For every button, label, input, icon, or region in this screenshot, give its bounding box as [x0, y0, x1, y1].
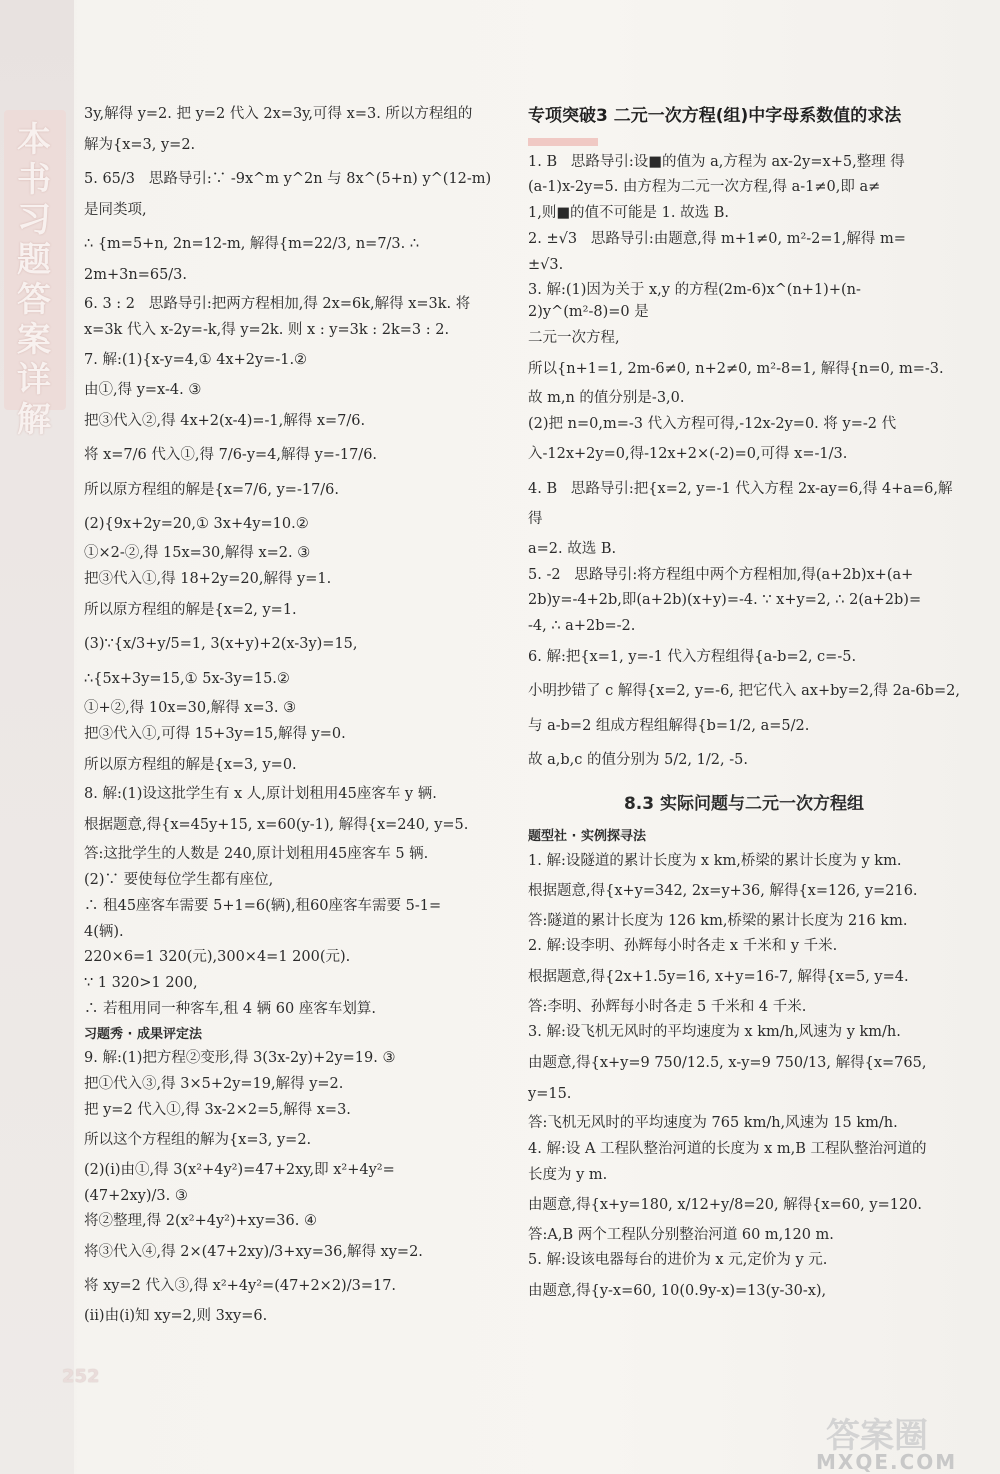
side-title: 本书习题答案详解: [17, 120, 51, 440]
left-line: 答:这批学生的人数是 240,原计划租用45座客车 5 辆.: [84, 846, 429, 863]
right-line: 4. 解:设 A 工程队整治河道的长度为 x m,B 工程队整治河道的: [528, 1140, 927, 1157]
right-line: 1. 解:设隧道的累计长度为 x km,桥梁的累计长度为 y km.: [528, 852, 902, 869]
right-line: 与 a-b=2 组成方程组解得{b=1/2, a=5/2.: [528, 717, 810, 734]
right-line: 5. 解:设该电器每台的进价为 x 元,定价为 y 元.: [528, 1252, 828, 1269]
right-line: 3. 解:设飞机无风时的平均速度为 x km/h,风速为 y km/h.: [528, 1024, 901, 1041]
right-line: 4. B 思路导引:把{x=2, y=-1 代入方程 2x-ay=6,得 4+a=6,解得: [528, 480, 953, 528]
left-line: 把③代入①,得 18+2y=20,解得 y=1.: [84, 571, 332, 588]
right-line: 2. 解:设李明、孙辉每小时各走 x 千米和 y 千米.: [528, 938, 838, 955]
right-line: 2. ±√3 思路导引:由题意,得 m+1≠0, m²-2=1,解得 m=: [528, 230, 906, 247]
left-line: 所以原方程组的解是{x=2, y=1.: [84, 601, 297, 618]
left-line: ∴{5x+3y=15,① 5x-3y=15.②: [84, 670, 290, 687]
left-line: 所以原方程组的解是{x=7/6, y=-17/6.: [84, 481, 340, 498]
left-line: 由①,得 y=x-4. ③: [84, 381, 202, 398]
left-line: ∴ {m=5+n, 2n=12-m, 解得{m=22/3, n=7/3. ∴ 2m+3n=65/3.: [84, 236, 424, 283]
right-line: 1. B 思路导引:设■的值为 a,方程为 ax-2y=x+5,整理 得: [528, 153, 905, 170]
left-line: (2){9x+2y=20,① 3x+4y=10.②: [84, 515, 309, 532]
right-line: 故 m,n 的值分别是-3,0.: [528, 389, 685, 406]
right-line: a=2. 故选 B.: [528, 540, 617, 557]
right-line: -4, ∴ a+2b=-2.: [528, 618, 636, 634]
left-line: 5. 65/3 思路导引:∵ -9x^m y^2n 与 8x^(5+n) y^(12-m) 是同类项,: [84, 171, 496, 218]
left-line: ①+②,得 10x=30,解得 x=3. ③: [84, 700, 297, 717]
right-line: 二元一次方程,: [528, 329, 620, 346]
left-line: ①×2-②,得 15x=30,解得 x=2. ③: [84, 545, 311, 562]
left-line: 9. 解:(1)把方程②变形,得 3(3x-2y)+2y=19. ③: [84, 1050, 396, 1067]
right-line: (2)把 n=0,m=-3 代入方程可得,-12x-2y=0. 将 y=-2 代: [528, 415, 897, 432]
right-line: 由题意,得{x+y=9 750/12.5, x-y=9 750/13, 解得{x=765, y=15.: [528, 1055, 932, 1102]
left-line: (3)∵{x/3+y/5=1, 3(x+y)+2(x-3y)=15,: [84, 636, 358, 653]
left-line: 将②整理,得 2(x²+4y²)+xy=36. ④: [84, 1213, 317, 1230]
subsection-header: 题型社 · 实例探寻法: [528, 829, 646, 844]
right-line: 小明抄错了 c 解得{x=2, y=-6, 把它代入 ax+by=2,得 2a-6b=2,: [528, 683, 960, 700]
right-column: [528, 104, 960, 1311]
right-line: 故 a,b,c 的值分别为 5/2, 1/2, -5.: [528, 752, 748, 769]
page-number: 252: [62, 1366, 100, 1387]
right-line: (a-1)x-2y=5. 由方程为二元一次方程,得 a-1≠0,即 a≠: [528, 179, 881, 196]
right-line: 5. -2 思路导引:将方程组中两个方程相加,得(a+2b)x+(a+: [528, 566, 914, 583]
right-line: 根据题意,得{2x+1.5y=16, x+y=16-7, 解得{x=5, y=4.: [528, 969, 909, 986]
watermark-logo: 答案圈: [826, 1416, 928, 1456]
left-line: 把③代入②,得 4x+2(x-4)=-1,解得 x=7/6.: [84, 412, 366, 429]
right-line: 2b)y=-4+2b,即(a+2b)(x+y)=-4. ∵ x+y=2, ∴ 2(a+2b)=: [528, 592, 922, 609]
right-line: 1,则■的值不可能是 1. 故选 B.: [528, 205, 729, 221]
subsection-header: 习题秀 · 成果评定法: [84, 1026, 202, 1042]
right-line: 6. 解:把{x=1, y=-1 代入方程组得{a-b=2, c=-5.: [528, 648, 857, 665]
right-line: 答:A,B 两个工程队分别整治河道 60 m,120 m.: [528, 1226, 834, 1243]
section-title-8-3: 8.3 实际问题与二元一次方程组: [623, 793, 865, 814]
left-line: 把①代入③,得 3×5+2y=19,解得 y=2.: [84, 1075, 344, 1092]
left-line: 220×6=1 320(元),300×4=1 200(元).: [84, 949, 351, 966]
left-line: 把③代入①,可得 15+3y=15,解得 y=0.: [84, 725, 346, 742]
left-line: ∵ 1 320>1 200,: [84, 975, 198, 992]
section-title: 专项突破3 二元一次方程(组)中字母系数值的求法: [528, 106, 902, 126]
left-line: 所以原方程组的解是{x=3, y=0.: [84, 756, 297, 773]
left-line: ∴ 若租用同一种客车,租 4 辆 60 座客车划算.: [84, 1000, 376, 1017]
left-line: (47+2xy)/3. ③: [84, 1187, 188, 1204]
left-line: 将 xy=2 代入③,得 x²+4y²=(47+2×2)/3=17.: [84, 1278, 397, 1295]
left-line: 将 x=7/6 代入①,得 7/6-y=4,解得 y=-17/6.: [84, 447, 378, 464]
left-line: 8. 解:(1)设这批学生有 x 人,原计划租用45座客车 y 辆.: [84, 786, 437, 803]
left-column: [84, 104, 502, 1332]
section-label-bar: [528, 138, 598, 146]
left-line: 7. 解:(1){x-y=4,① 4x+2y=-1.②: [84, 352, 308, 369]
right-line: 根据题意,得{x+y=342, 2x=y+36, 解得{x=126, y=216.: [528, 883, 918, 900]
right-line: 由题意,得{x+y=180, x/12+y/8=20, 解得{x=60, y=120.: [528, 1197, 923, 1214]
left-line: 所以这个方程组的解为{x=3, y=2.: [84, 1132, 312, 1149]
right-line: 所以{n+1=1, 2m-6≠0, n+2≠0, m²-8=1, 解得{n=0, m=-3.: [528, 360, 944, 377]
left-line: x=3k 代入 x-2y=-k,得 y=2k. 则 x : y=3k : 2k=3 : 2.: [84, 321, 450, 338]
right-line: 答:李明、孙辉每小时各走 5 千米和 4 千米.: [528, 998, 807, 1015]
right-line: 入-12x+2y=0,得-12x+2×(-2)=0,可得 x=-1/3.: [528, 446, 848, 463]
left-line: 将③代入④,得 2×(47+2xy)/3+xy=36,解得 xy=2.: [84, 1244, 423, 1260]
right-line: 由题意,得{y-x=60, 10(0.9y-x)=13(y-30-x),: [528, 1283, 827, 1300]
left-line: (2)(ⅰ)由①,得 3(x²+4y²)=47+2xy,即 x²+4y²=: [84, 1161, 395, 1178]
left-line: 解为{x=3, y=2.: [84, 136, 196, 153]
left-line: 4(辆).: [84, 923, 124, 940]
right-line: ±√3.: [528, 256, 564, 273]
left-line: 6. 3 : 2 思路导引:把两方程相加,得 2x=6k,解得 x=3k. 将: [84, 295, 471, 312]
left-line: ∴ 租45座客车需要 5+1=6(辆),租60座客车需要 5-1=: [84, 897, 442, 914]
left-line: 根据题意,得{x=45y+15, x=60(y-1), 解得{x=240, y=5.: [84, 816, 469, 833]
right-line: 答:飞机无风时的平均速度为 765 km/h,风速为 15 km/h.: [528, 1115, 898, 1131]
left-line: 把 y=2 代入①,得 3x-2×2=5,解得 x=3.: [84, 1101, 351, 1118]
right-line: 3. 解:(1)因为关于 x,y 的方程(2m-6)x^(n+1)+(n-2)y^(m²-8)=0 是: [528, 282, 861, 320]
left-line: (ⅱ)由(ⅰ)知 xy=2,则 3xy=6.: [84, 1307, 268, 1324]
left-line: (2)∵ 要使每位学生都有座位,: [84, 872, 274, 889]
right-line: 长度为 y m.: [528, 1166, 608, 1183]
right-line: 答:隧道的累计长度为 126 km,桥梁的累计长度为 216 km.: [528, 912, 908, 929]
watermark-site: MXQE.COM: [816, 1450, 958, 1474]
left-line: 3y,解得 y=2. 把 y=2 代入 2x=3y,可得 x=3. 所以方程组的: [84, 106, 473, 122]
